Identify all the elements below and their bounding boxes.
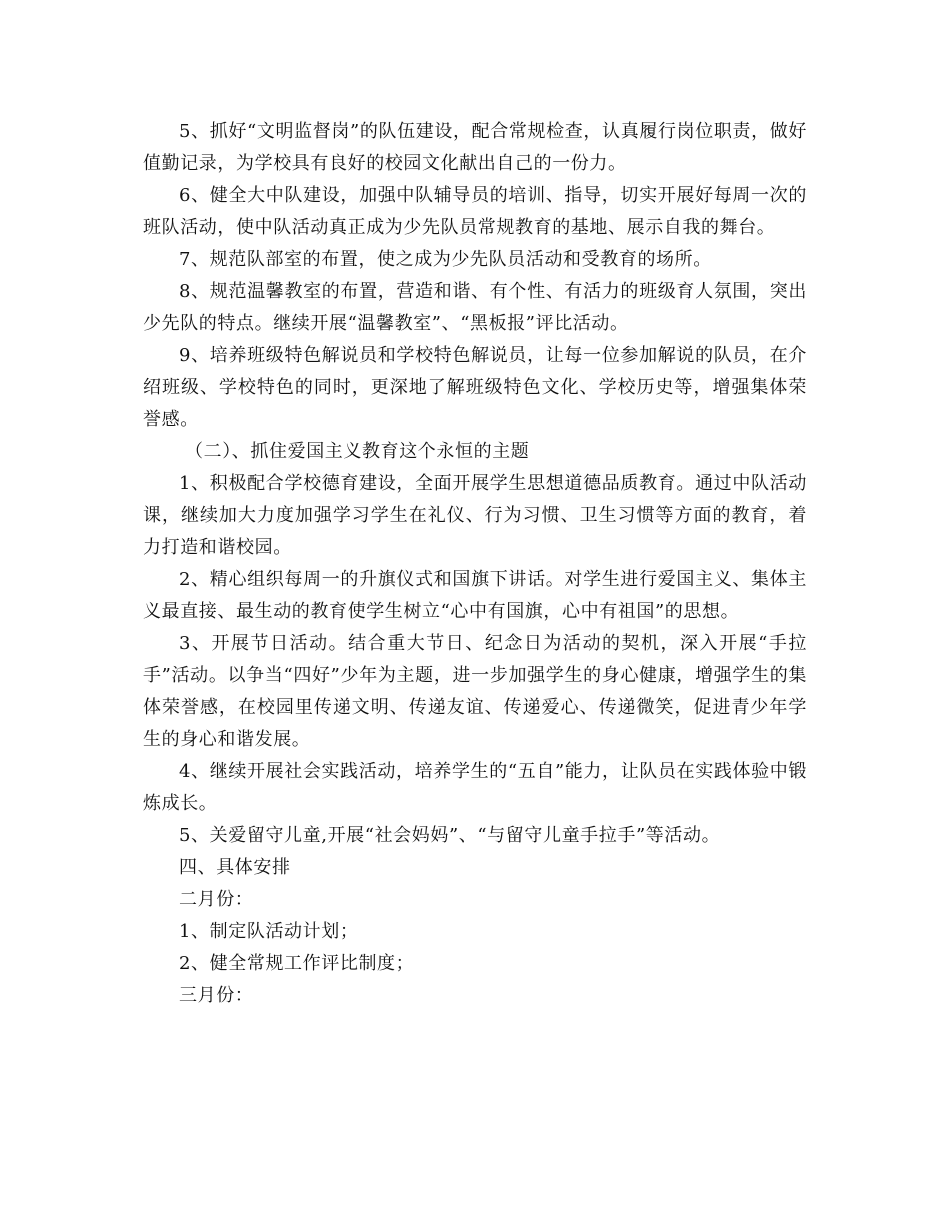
month-heading-february: 二月份： bbox=[179, 889, 254, 910]
list-item-evaluation-system: 2、健全常规工作评比制度； bbox=[179, 953, 415, 974]
paragraph-item-8-warm-classroom: 8、规范温馨教室的布置，营造和谐、有个性、有活力的班级育人氛围，突出少先队的特点。继续开展“温馨教室”、“黑板报”评比活动。 bbox=[143, 281, 807, 334]
paragraph-item-6-squad-building: 6、健全大中队建设，加强中队辅导员的培训、指导，切实开展好每周一次的班队活动，使中队活动真正成为少先队员常规教育的基地、展示自我的舞台。 bbox=[143, 185, 807, 238]
paragraph-item-7-team-room: 7、规范队部室的布置，使之成为少先队员活动和受教育的场所。 bbox=[179, 249, 712, 270]
section-heading-schedule: 四、具体安排 bbox=[179, 857, 291, 878]
paragraph-item-1-moral-education: 1、积极配合学校德育建设，全面开展学生思想道德品质教育。通过中队活动课，继续加大力度加强学习学生在礼仪、行为习惯、卫生习惯等方面的教育，着力打造和谐校园。 bbox=[143, 473, 807, 558]
paragraph-item-9-guides: 9、培养班级特色解说员和学校特色解说员，让每一位参加解说的队员，在介绍班级、学校特色的同时，更深地了解班级特色文化、学校历史等，增强集体荣誉感。 bbox=[143, 345, 807, 430]
month-heading-march: 三月份： bbox=[179, 985, 254, 1006]
paragraph-item-3-holiday-activities: 3、开展节日活动。结合重大节日、纪念日为活动的契机，深入开展“手拉手”活动。以争当“四好”少年为主题，进一步加强学生的身心健康，增强学生的集体荣誉感，在校园里传递文明、传递友谊、传递爱心、传递微笑，促进青少年学生的身心和谐发展。 bbox=[143, 633, 807, 750]
paragraph-item-2-flag-ceremony: 2、精心组织每周一的升旗仪式和国旗下讲话。对学生进行爱国主义、集体主义最直接、最生动的教育使学生树立“心中有国旗，心中有祖国”的思想。 bbox=[143, 569, 807, 622]
document-body bbox=[143, 116, 807, 1012]
list-item-plan: 1、制定队活动计划； bbox=[179, 921, 359, 942]
paragraph-item-4-social-practice: 4、继续开展社会实践活动，培养学生的“五自”能力，让队员在实践体验中锻炼成长。 bbox=[143, 761, 807, 814]
paragraph-item-5-left-behind-children: 5、关爱留守儿童,开展“社会妈妈”、“与留守儿童手拉手”等活动。 bbox=[179, 825, 721, 846]
section-heading-patriotic-education: （二）、抓住爱国主义教育这个永恒的主题 bbox=[185, 441, 530, 462]
paragraph-item-5-monitor-post: 5、抓好“文明监督岗”的队伍建设，配合常规检查，认真履行岗位职责，做好值勤记录，为学校具有良好的校园文化献出自己的一份力。 bbox=[143, 121, 807, 174]
